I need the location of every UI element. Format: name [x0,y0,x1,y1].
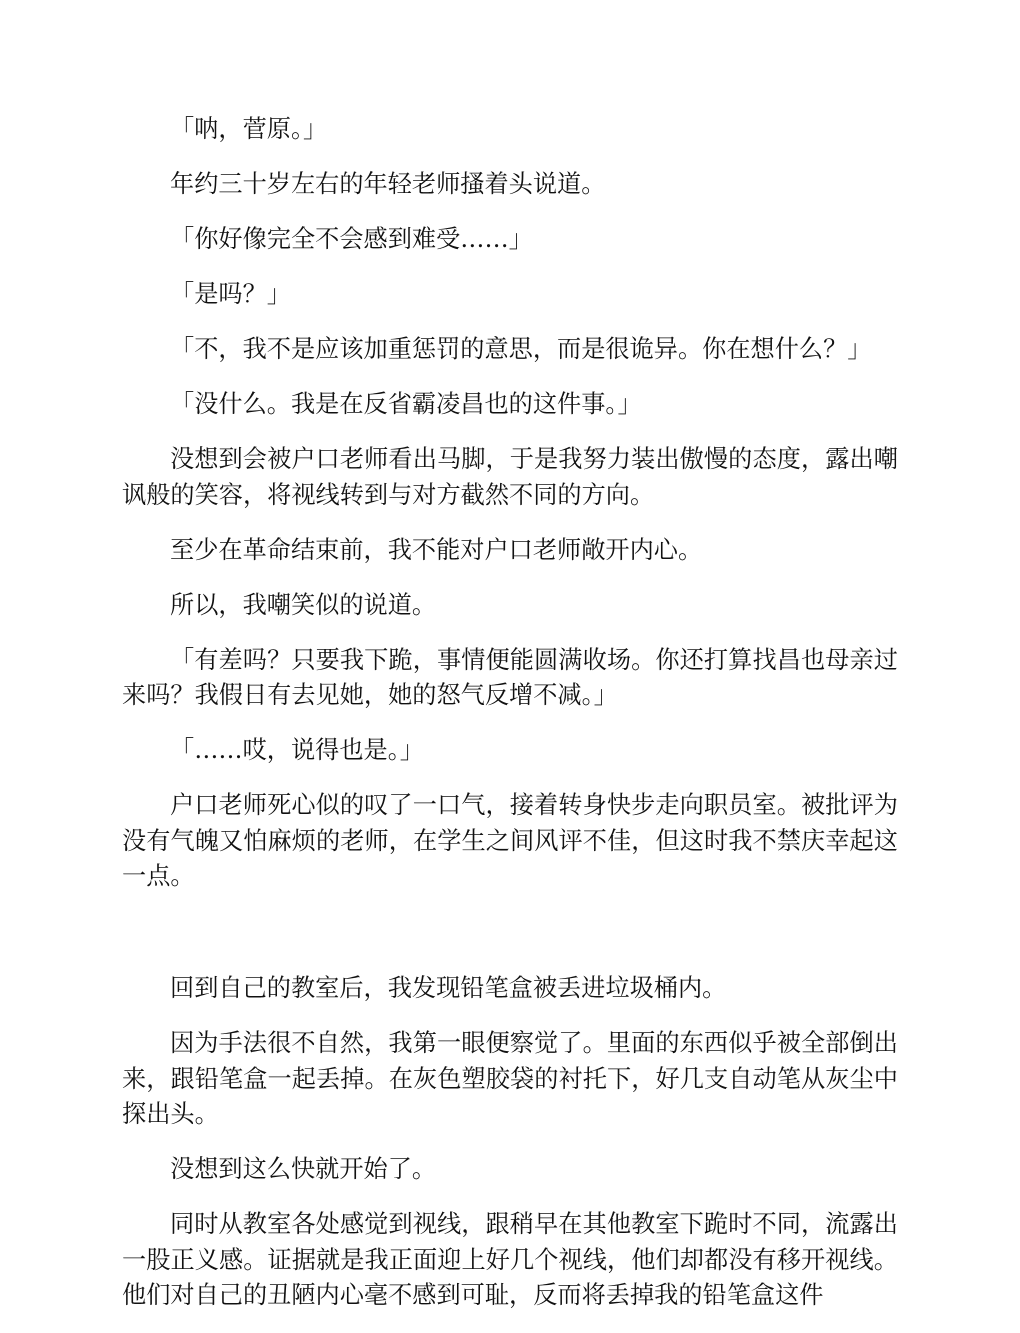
paragraph: 因为手法很不自然，我第一眼便察觉了。里面的东西似乎被全部倒出来，跟铅笔盒一起丢掉。在灰色塑胶袋的衬托下，好几支自动笔从灰尘中探出头。 [122,1029,898,1128]
paragraph: 「……哎，说得也是。」 [170,736,424,764]
paragraph: 没想到这么快就开始了。 [170,1155,437,1183]
paragraph: 至少在革命结束前，我不能对户口老师敞开内心。 [170,535,703,564]
paragraph: 户口老师死心似的叹了一口气，接着转身快步走向职员室。被批评为没有气魄又怕麻烦的老师，在学生之间风评不佳，但这时我不禁庆幸起这一点。 [122,791,898,890]
paragraph: 没想到会被户口老师看出马脚，于是我努力装出傲慢的态度，露出嘲讽般的笑容，将视线转到与对方截然不同的方向。 [122,445,898,509]
paragraph: 同时从教室各处感觉到视线，跟稍早在其他教室下跪时不同，流露出一股正义感。证据就是我正面迎上好几个视线，他们却都没有移开视线。他们对自己的丑陋内心毫不感到可耻，反而将丢掉我的铅笔盒这件 [122,1210,898,1309]
paragraph: 「呐，菅原。」 [170,115,328,143]
paragraph: 「不，我不是应该加重惩罚的意思，而是很诡异。你在想什么？」 [170,335,872,363]
paragraph: 「有差吗？只要我下跪，事情便能圆满收场。你还打算找昌也母亲过来吗？我假日有去见她，她的怒气反增不减。」 [122,645,898,709]
section-break [122,914,898,971]
body-text [122,112,898,1333]
paragraph: 回到自己的教室后，我发现铅笔盒被丢进垃圾桶内。 [170,974,727,1002]
paragraph: 年约三十岁左右的年轻老师搔着头说道。 [170,170,606,198]
paragraph: 「你好像完全不会感到难受……」 [170,225,533,253]
paragraph: 「是吗？」 [170,280,291,308]
paragraph: 所以，我嘲笑似的说道。 [170,590,437,619]
paragraph: 「没什么。我是在反省霸凌昌也的这件事。」 [170,390,642,418]
